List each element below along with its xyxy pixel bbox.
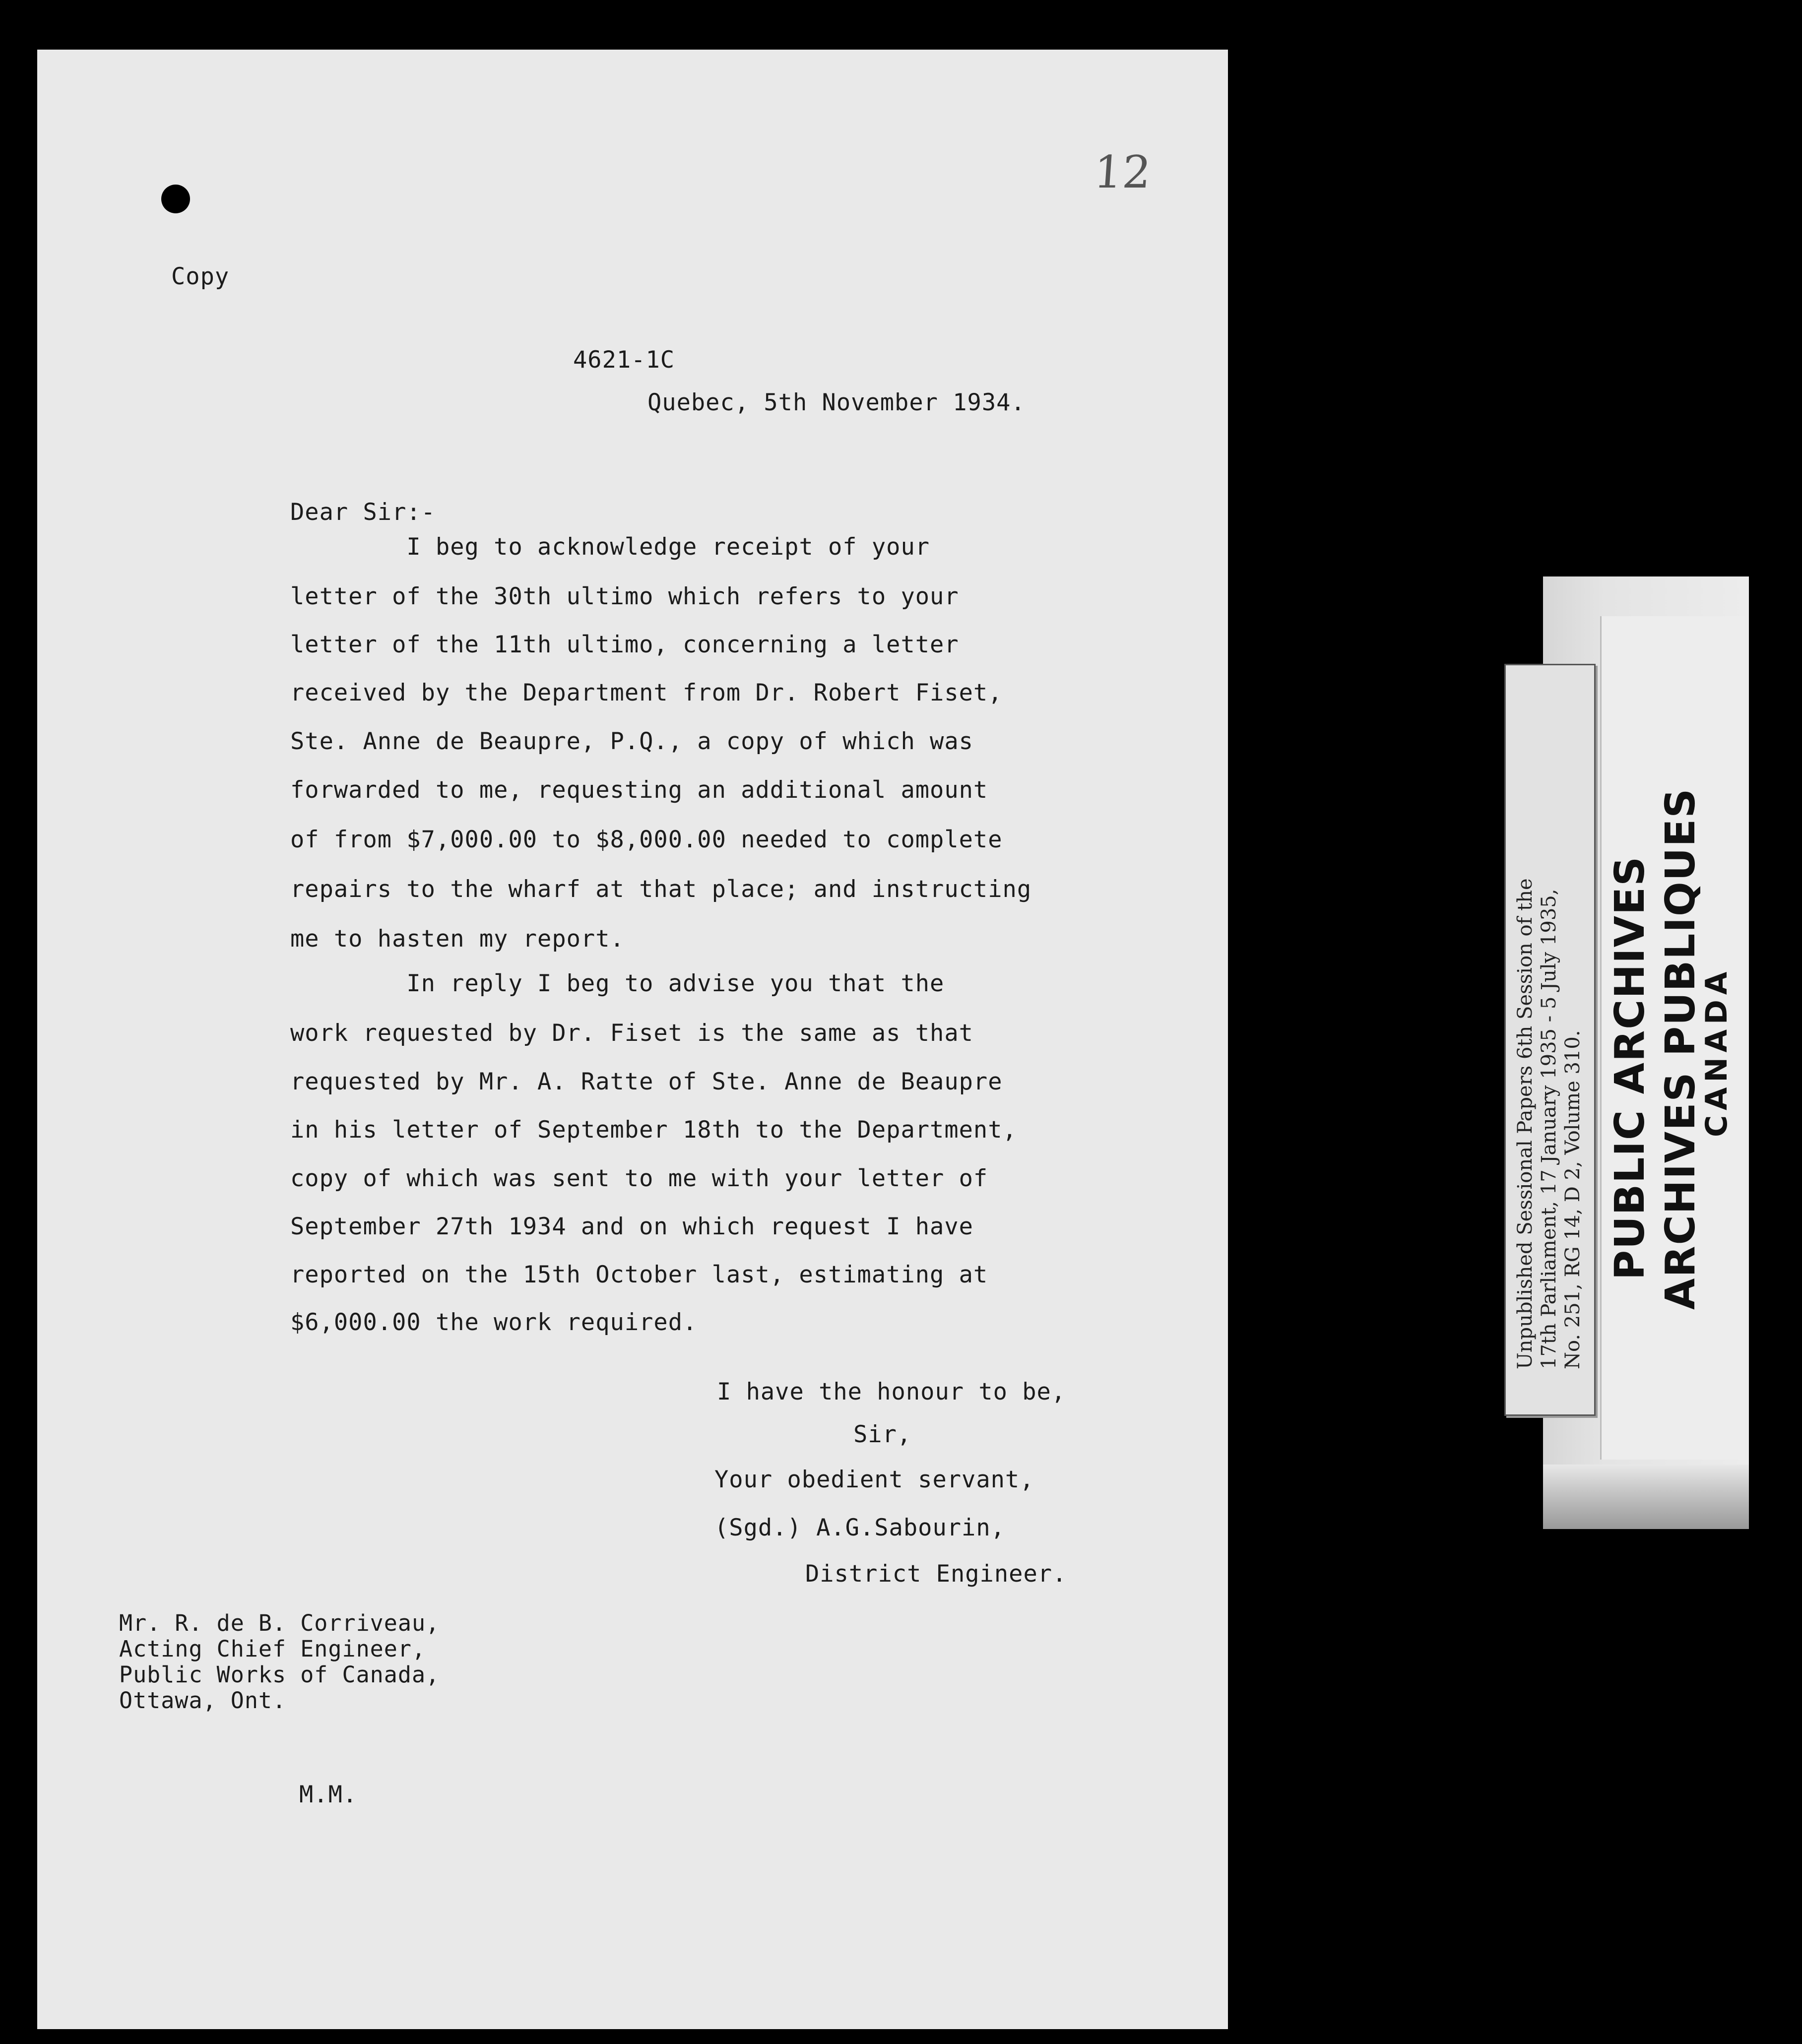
typist-initials: M.M.: [299, 1781, 358, 1808]
body-line: me to hasten my report.: [290, 925, 625, 953]
body-line: Ste. Anne de Beaupre, P.Q., a copy of which was: [290, 728, 973, 755]
body-line: in his letter of September 18th to the Department,: [290, 1116, 1017, 1144]
body-line: September 27th 1934 and on which request I have: [290, 1213, 973, 1240]
date-line: Quebec, 5th November 1934.: [647, 389, 1026, 416]
body-line: requested by Mr. A. Ratte of Ste. Anne de Beaupre: [290, 1068, 1003, 1095]
body-line: forwarded to me, requesting an additional amount: [290, 776, 988, 804]
closing-line: Your obedient servant,: [714, 1466, 1034, 1493]
body-line: letter of the 30th ultimo which refers to your: [290, 583, 959, 610]
addressee-line: Public Works of Canada,: [119, 1661, 440, 1688]
body-line: I beg to acknowledge receipt of your: [290, 533, 930, 561]
body-line: work requested by Dr. Fiset is the same as that: [290, 1020, 973, 1047]
archive-reference-line: 17th Parliament, 17 January 1935 - 5 July 1935,: [1538, 889, 1560, 1369]
salutation: Dear Sir:-: [290, 499, 436, 526]
copy-label: Copy: [171, 263, 230, 290]
addressee-line: Acting Chief Engineer,: [119, 1636, 426, 1662]
archive-stamp-country: CANADA: [1699, 966, 1734, 1137]
letter-sheet: [37, 50, 1228, 2029]
signer-title: District Engineer.: [805, 1560, 1067, 1588]
folio-number: 12: [1092, 146, 1153, 198]
body-line: letter of the 11th ultimo, concerning a letter: [290, 631, 959, 658]
body-line: In reply I beg to advise you that the: [290, 970, 945, 997]
body-line: reported on the 15th October last, estimating at: [290, 1261, 988, 1288]
addressee-line: Ottawa, Ont.: [119, 1687, 287, 1714]
closing-line: I have the honour to be,: [717, 1378, 1066, 1405]
archive-reference-line: Unpublished Sessional Papers 6th Session of the: [1514, 878, 1537, 1369]
archive-stamp-french: ARCHIVES PUBLIQUES: [1657, 787, 1704, 1310]
addressee-line: Mr. R. de B. Corriveau,: [119, 1610, 440, 1636]
punch-hole: [161, 185, 190, 213]
body-line: repairs to the wharf at that place; and instructing: [290, 876, 1032, 903]
archive-reference-line: No. 251, RG 14, D 2, Volume 310.: [1561, 1030, 1584, 1369]
body-line: of from $7,000.00 to $8,000.00 needed to complete: [290, 826, 1003, 853]
closing-line: Sir,: [853, 1421, 912, 1448]
file-number: 4621-1C: [573, 346, 675, 374]
body-line: $6,000.00 the work required.: [290, 1309, 698, 1336]
archive-reference-text: [1513, 645, 1585, 1369]
archive-card-edge: [1543, 1465, 1749, 1529]
body-line: copy of which was sent to me with your letter of: [290, 1165, 988, 1192]
signature-line: (Sgd.) A.G.Sabourin,: [714, 1514, 1005, 1541]
body-line: received by the Department from Dr. Robert Fiset,: [290, 679, 1003, 706]
archive-stamp-english: PUBLIC ARCHIVES: [1607, 855, 1654, 1280]
